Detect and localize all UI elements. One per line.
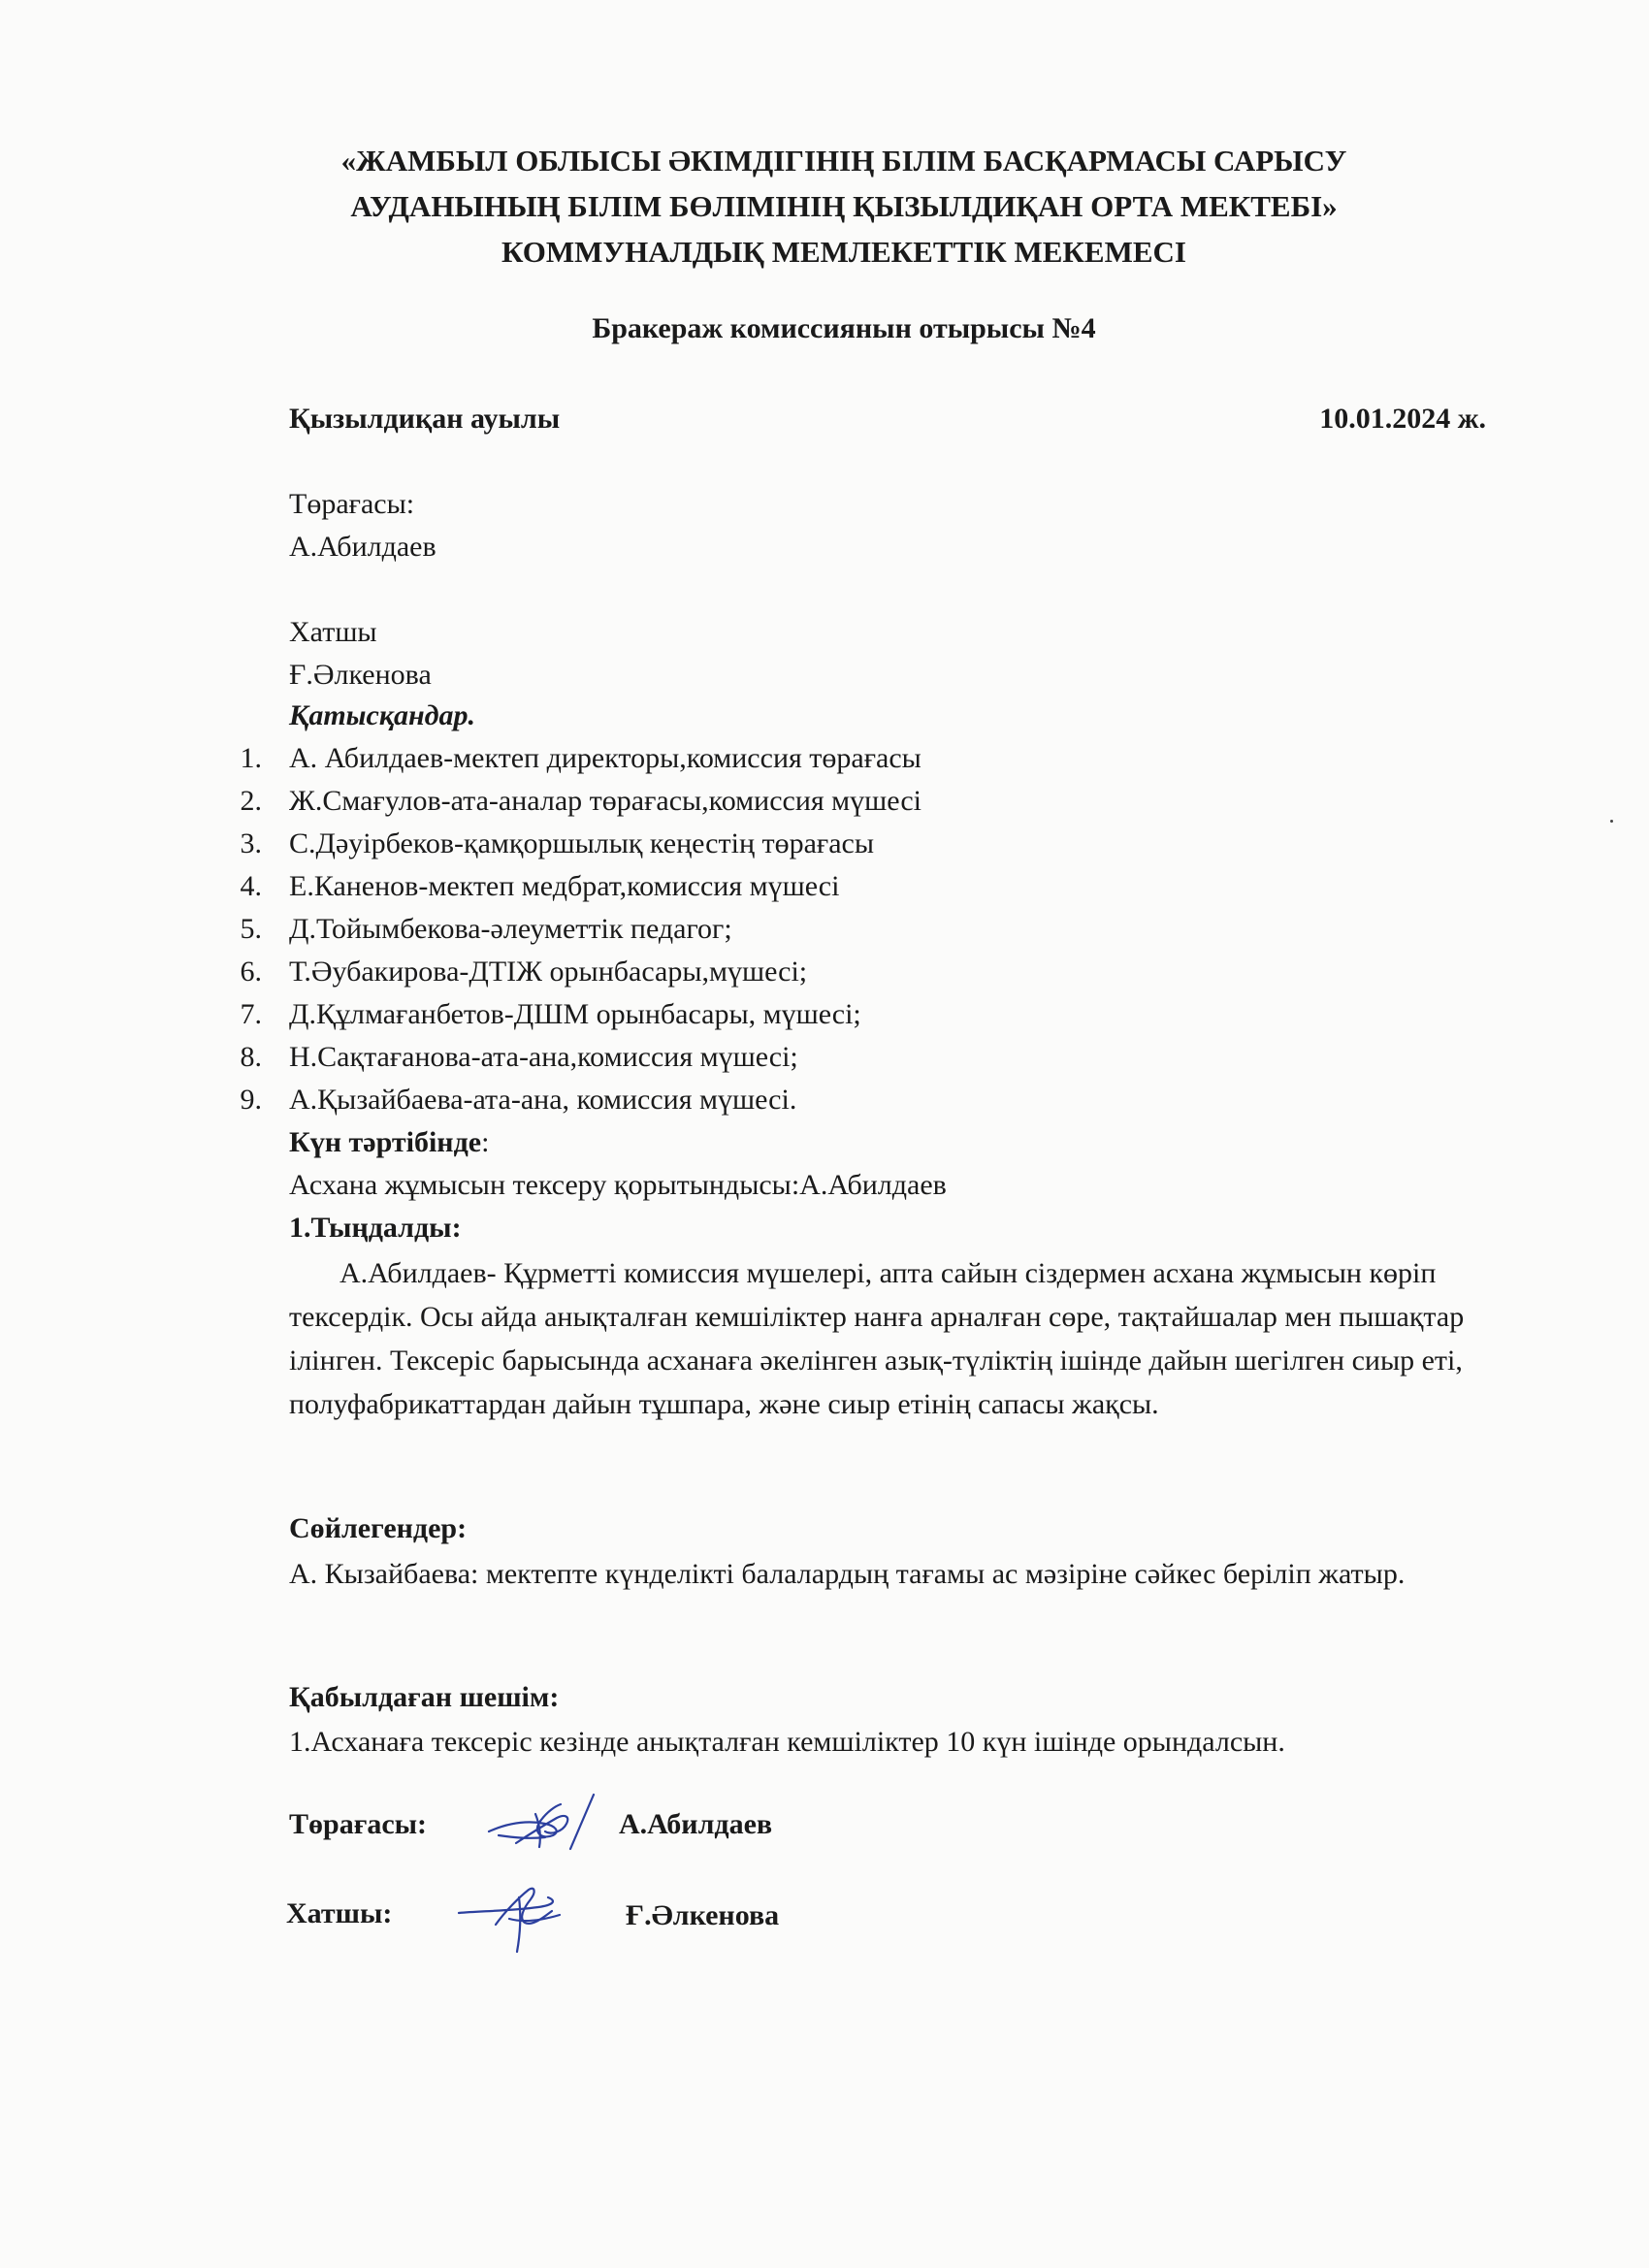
list-item: 7. Д.Құлмағанбетов-ДШМ орынбасары, мүшесі;: [240, 998, 861, 1030]
signature-chair-label: Төрағасы:: [289, 1808, 428, 1840]
heard-label: 1.Тыңдалды:: [289, 1212, 462, 1244]
org-line-1: «ЖАМБЫЛ ОБЛЫСЫ ӘКІМДІГІНІҢ БІЛІМ БАСҚАРМАСЫ САРЫСУ: [340, 144, 1347, 178]
participants-label: Қатысқандар.: [289, 699, 476, 731]
agenda-label: Күн тәртібінде: [289, 1126, 482, 1158]
secretary-signature-icon: [451, 1868, 587, 1956]
signature-secretary-name: Ғ.Әлкенова: [626, 1899, 780, 1931]
chair-name: А.Абилдаев: [289, 531, 436, 563]
secretary-label: Хатшы: [289, 616, 377, 648]
heard-text: А.Абилдаев- Құрметті комиссия мүшелері, апта сайын сіздермен асхана жұмысын көріп тексердік. Осы айда анықталған кемшіліктер нанға арналған сөре, тақтайшалар мен пышақтар ілінген. Тексеріс барысында асханаға әкелінген азық-түліктің ішінде дайын шегілген сиыр еті, полуфабрикаттардан дайын тұшпара, және сиыр етінің сапасы жақсы.: [289, 1257, 1465, 1420]
chair-signature-icon: [477, 1775, 623, 1867]
chair-label: Төрағасы:: [289, 488, 415, 520]
list-item: 5. Д.Тойымбекова-әлеуметтік педагог;: [240, 913, 732, 945]
list-item: 6. Т.Әубакирова-ДТІЖ орынбасары,мүшесі;: [240, 956, 808, 988]
decision-label: Қабылдаған шешім:: [289, 1681, 560, 1713]
speakers-label: Сөйлегендер:: [289, 1512, 468, 1544]
agenda-colon: :: [481, 1126, 490, 1158]
session-title: Бракераж комиссиянын отырысы №4: [592, 312, 1096, 344]
document-date: 10.01.2024 ж.: [1319, 403, 1486, 435]
agenda-label-row: [289, 1121, 489, 1164]
decision-text: 1.Асханаға тексеріс кезінде анықталған кемшіліктер 10 күн ішінде орындалсын.: [289, 1726, 1285, 1758]
signature-chair-name: А.Абилдаев: [619, 1808, 773, 1840]
list-item: 4. Е.Каненов-мектеп медбрат,комиссия мүшесі: [240, 870, 840, 902]
list-item: 3. С.Дәуірбеков-қамқоршылық кеңестің төрағасы: [240, 827, 875, 859]
speakers-text: А. Кызайбаева: мектепте күнделікті балалардың тағамы ас мәзіріне сәйкес беріліп жатыр.: [289, 1558, 1406, 1590]
secretary-name: Ғ.Әлкенова: [289, 659, 432, 691]
organization-header: [242, 138, 1445, 275]
list-item: 1. А. Абилдаев-мектеп директоры,комиссия төрағасы: [240, 742, 922, 774]
list-item: 8. Н.Сақтағанова-ата-ана,комиссия мүшесі;: [240, 1041, 798, 1073]
participants-list: [223, 737, 922, 1121]
agenda-item: Асхана жұмысын тексеру қорытындысы:А.Абилдаев: [289, 1169, 947, 1201]
list-item: 9. А.Қызайбаева-ата-ана, комиссия мүшесі.: [240, 1084, 797, 1116]
heard-paragraph: [289, 1251, 1531, 1426]
place-label: Қызылдиқан ауылы: [289, 403, 561, 435]
org-line-2: АУДАНЫНЫҢ БІЛІМ БӨЛІМІНІҢ ҚЫЗЫЛДИҚАН ОРТА МЕКТЕБІ»: [350, 189, 1338, 223]
signature-secretary-label: Хатшы:: [286, 1897, 393, 1929]
list-item: 2. Ж.Смағулов-ата-аналар төрағасы,комиссия мүшесі: [240, 785, 922, 817]
org-line-3: КОММУНАЛДЫҚ МЕМЛЕКЕТТІК МЕКЕМЕСІ: [501, 235, 1186, 269]
scan-speck: [1610, 820, 1613, 823]
